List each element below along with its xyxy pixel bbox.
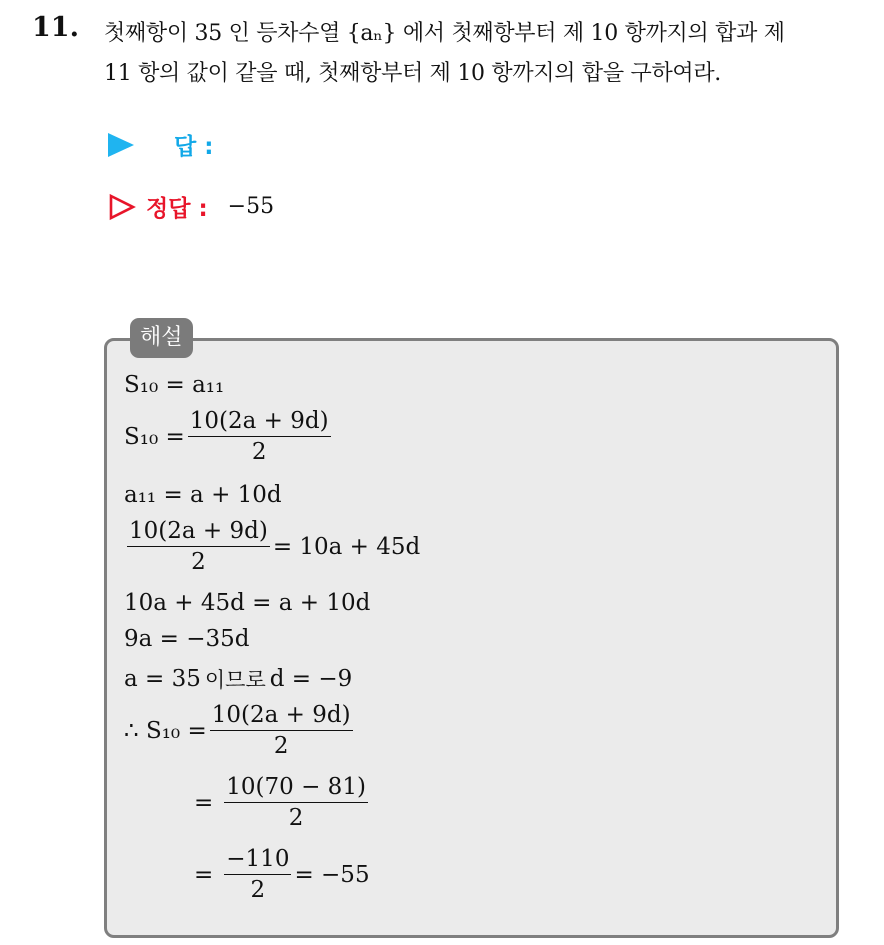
line-2-lhs: S₁₀ = [124, 423, 185, 450]
line-4-rhs: = 10a + 45d [272, 533, 421, 560]
denominator: 2 [191, 549, 206, 575]
denominator: 2 [250, 877, 266, 903]
question-text [104, 14, 874, 94]
solution-line-7 [124, 664, 352, 694]
solution-badge: 해설 [130, 318, 193, 358]
line-7-korean: 이므로 [204, 668, 266, 692]
line-7-part-b: d = −9 [269, 666, 353, 692]
solution-line-8 [124, 702, 356, 759]
equals-sign: = [194, 789, 214, 816]
solution-line-5: 10a + 45d = a + 10d [124, 590, 371, 616]
question-number: 11. [32, 12, 79, 43]
answer-row [108, 128, 213, 161]
solution-line-2 [124, 408, 334, 465]
question-line-2: 11 항의 값이 같을 때, 첫째항부터 제 10 항까지의 합을 구하여라. [104, 61, 722, 86]
correct-answer-label: 정답 : [146, 196, 208, 222]
denominator: 2 [273, 733, 289, 759]
solution-line-10 [186, 846, 370, 903]
line-7-part-a: a = 35 [124, 666, 201, 692]
line-10-rhs: = −55 [294, 861, 370, 888]
solution-line-1: S₁₀ = a₁₁ [124, 372, 225, 398]
line-8-lhs: ∴ S₁₀ = [124, 717, 207, 744]
numerator: 10(2a + 9d) [127, 518, 270, 547]
equals-sign: = [194, 861, 214, 888]
outline-triangle-icon [108, 193, 136, 221]
fraction [210, 702, 353, 759]
solution-line-9 [186, 774, 371, 831]
numerator: 10(70 − 81) [224, 774, 368, 803]
play-triangle-icon [108, 133, 134, 157]
fraction [127, 518, 270, 575]
answer-label: 답 : [174, 134, 214, 160]
question-line-1: 첫째항이 35 인 등차수열 {aₙ} 에서 첫째항부터 제 10 항까지의 합과 제 [104, 21, 785, 46]
solution-line-4 [124, 518, 420, 575]
numerator: 10(2a + 9d) [188, 408, 331, 437]
solution-line-6: 9a = −35d [124, 626, 250, 652]
solution-line-3: a₁₁ = a + 10d [124, 482, 282, 508]
correct-answer-row [108, 190, 274, 223]
denominator: 2 [251, 439, 267, 465]
denominator: 2 [288, 805, 304, 831]
correct-answer-value: −55 [227, 194, 275, 219]
fraction [188, 408, 331, 465]
numerator: −110 [224, 846, 291, 875]
numerator: 10(2a + 9d) [210, 702, 353, 731]
fraction [224, 846, 291, 903]
fraction [224, 774, 368, 831]
